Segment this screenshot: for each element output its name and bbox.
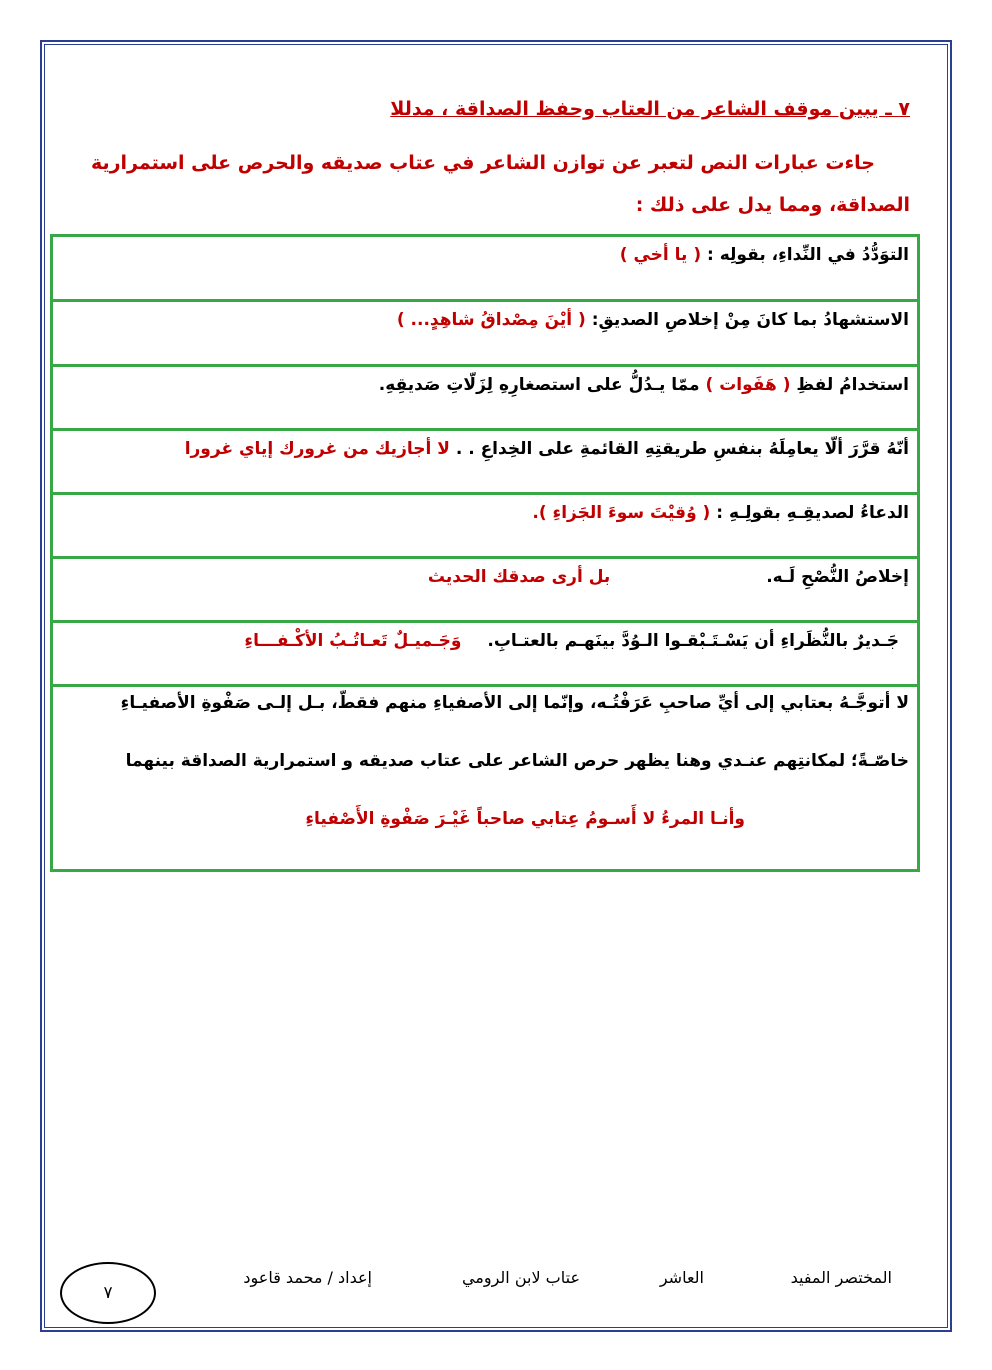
evidence-quote: ( أيْنَ مِصْداقُ شاهِدٍ... ) <box>396 310 586 330</box>
page-number: ٧ <box>103 1283 113 1303</box>
evidence-label: استخدامُ لفظِ <box>796 375 909 395</box>
page-number-badge <box>60 1262 156 1324</box>
evidence-quote: ( وُقيْتَ سوءَ الجَزاءِ ). <box>532 503 711 523</box>
intro-paragraph <box>90 142 910 226</box>
evidence-label: إخلاصُ النُّصْحِ لَـه. <box>766 567 909 587</box>
evidence-label: الاستشهادُ بما كانَ مِنْ إخلاصِ الصديقِ: <box>591 310 909 330</box>
evidence-quote: بل أرى صدقك الحديث <box>427 567 611 587</box>
summary-verse: وأنـا المرءُ لا أَسـومُ عِتابي صاحباً غَيْـرَ صَفْوةِ الأَصْفياءِ <box>305 809 745 829</box>
evidence-label-continued: ممّا يـدُلُّ على استصغارِهِ لِزَلّاتِ صَديقِهِ. <box>378 375 700 395</box>
evidence-quote: ( هَفَوات ) <box>705 375 791 395</box>
evidence-summary <box>53 687 917 869</box>
evidence-text <box>379 375 909 395</box>
evidence-label: أنّهُ قرَّرَ ألّا يعامِلَهُ بنفسِ طريقتِهِ القائمةِ على الخِداعِ . . <box>455 439 909 459</box>
evidence-quote: ( يا أخي ) <box>619 245 702 265</box>
evidence-text <box>428 567 909 587</box>
footer-grade: العاشر <box>659 1268 704 1287</box>
intro-line-2: الصداقة، ومما يدل على ذلك : <box>635 194 910 216</box>
evidence-label: جَـديرٌ بالنُّظَراءِ أن يَسْـتَـبْقـوا الـوُدَّ بينَهـم بالعتـابِ. <box>487 631 899 651</box>
question-heading: ٧ ـ يبين موقف الشاعر من العتاب وحفظ الصداقة ، مدللا <box>390 98 910 120</box>
intro-line-1: جاءت عبارات النص لتعبر عن توازن الشاعر في عتاب صديقه والحرص على استمرارية <box>90 152 875 174</box>
evidence-text <box>397 310 909 330</box>
evidence-row <box>53 623 917 687</box>
footer-lesson: عتاب لابن الرومي <box>461 1268 580 1287</box>
summary-line-2: خاصّـةً؛ لمكانتِهم عنـدي وهنا يظهر حرص الشاعر على عتاب صديقه و استمرارية الصداقة بينهما <box>125 751 909 771</box>
evidence-row <box>53 237 917 302</box>
summary-line-1: لا أتوجَّـهُ بعتابي إلى أيِّ صاحبِ عَرَفْتُـه، وإنّما إلى الأصفياءِ منهم فقطّ، بـل إلـى صَفْوةِ الأصفيـاءِ <box>120 693 909 713</box>
evidence-quote: وَجَـميـلٌ تَعـاتُـبُ الأكْـفـــاءِ <box>244 631 462 651</box>
evidence-text <box>244 631 899 651</box>
evidence-text <box>185 439 909 459</box>
evidence-row <box>53 367 917 431</box>
evidence-row <box>53 302 917 367</box>
evidence-text <box>532 503 909 523</box>
evidence-label: التوَدُّدُ في النِّداءِ، بقولِه : <box>707 245 909 265</box>
evidence-text <box>620 245 909 265</box>
evidence-quote: لا أجازيك من غرورك إياي غرورا <box>184 439 450 459</box>
evidence-row <box>53 559 917 623</box>
evidence-row <box>53 495 917 559</box>
evidence-row <box>53 431 917 495</box>
evidence-box <box>50 234 920 872</box>
footer-book-title: المختصر المفيد <box>790 1268 892 1287</box>
footer-author: إعداد / محمد قاعود <box>243 1268 372 1287</box>
evidence-label: الدعاءُ لصديقِـهِ بقولِـهِ : <box>716 503 909 523</box>
